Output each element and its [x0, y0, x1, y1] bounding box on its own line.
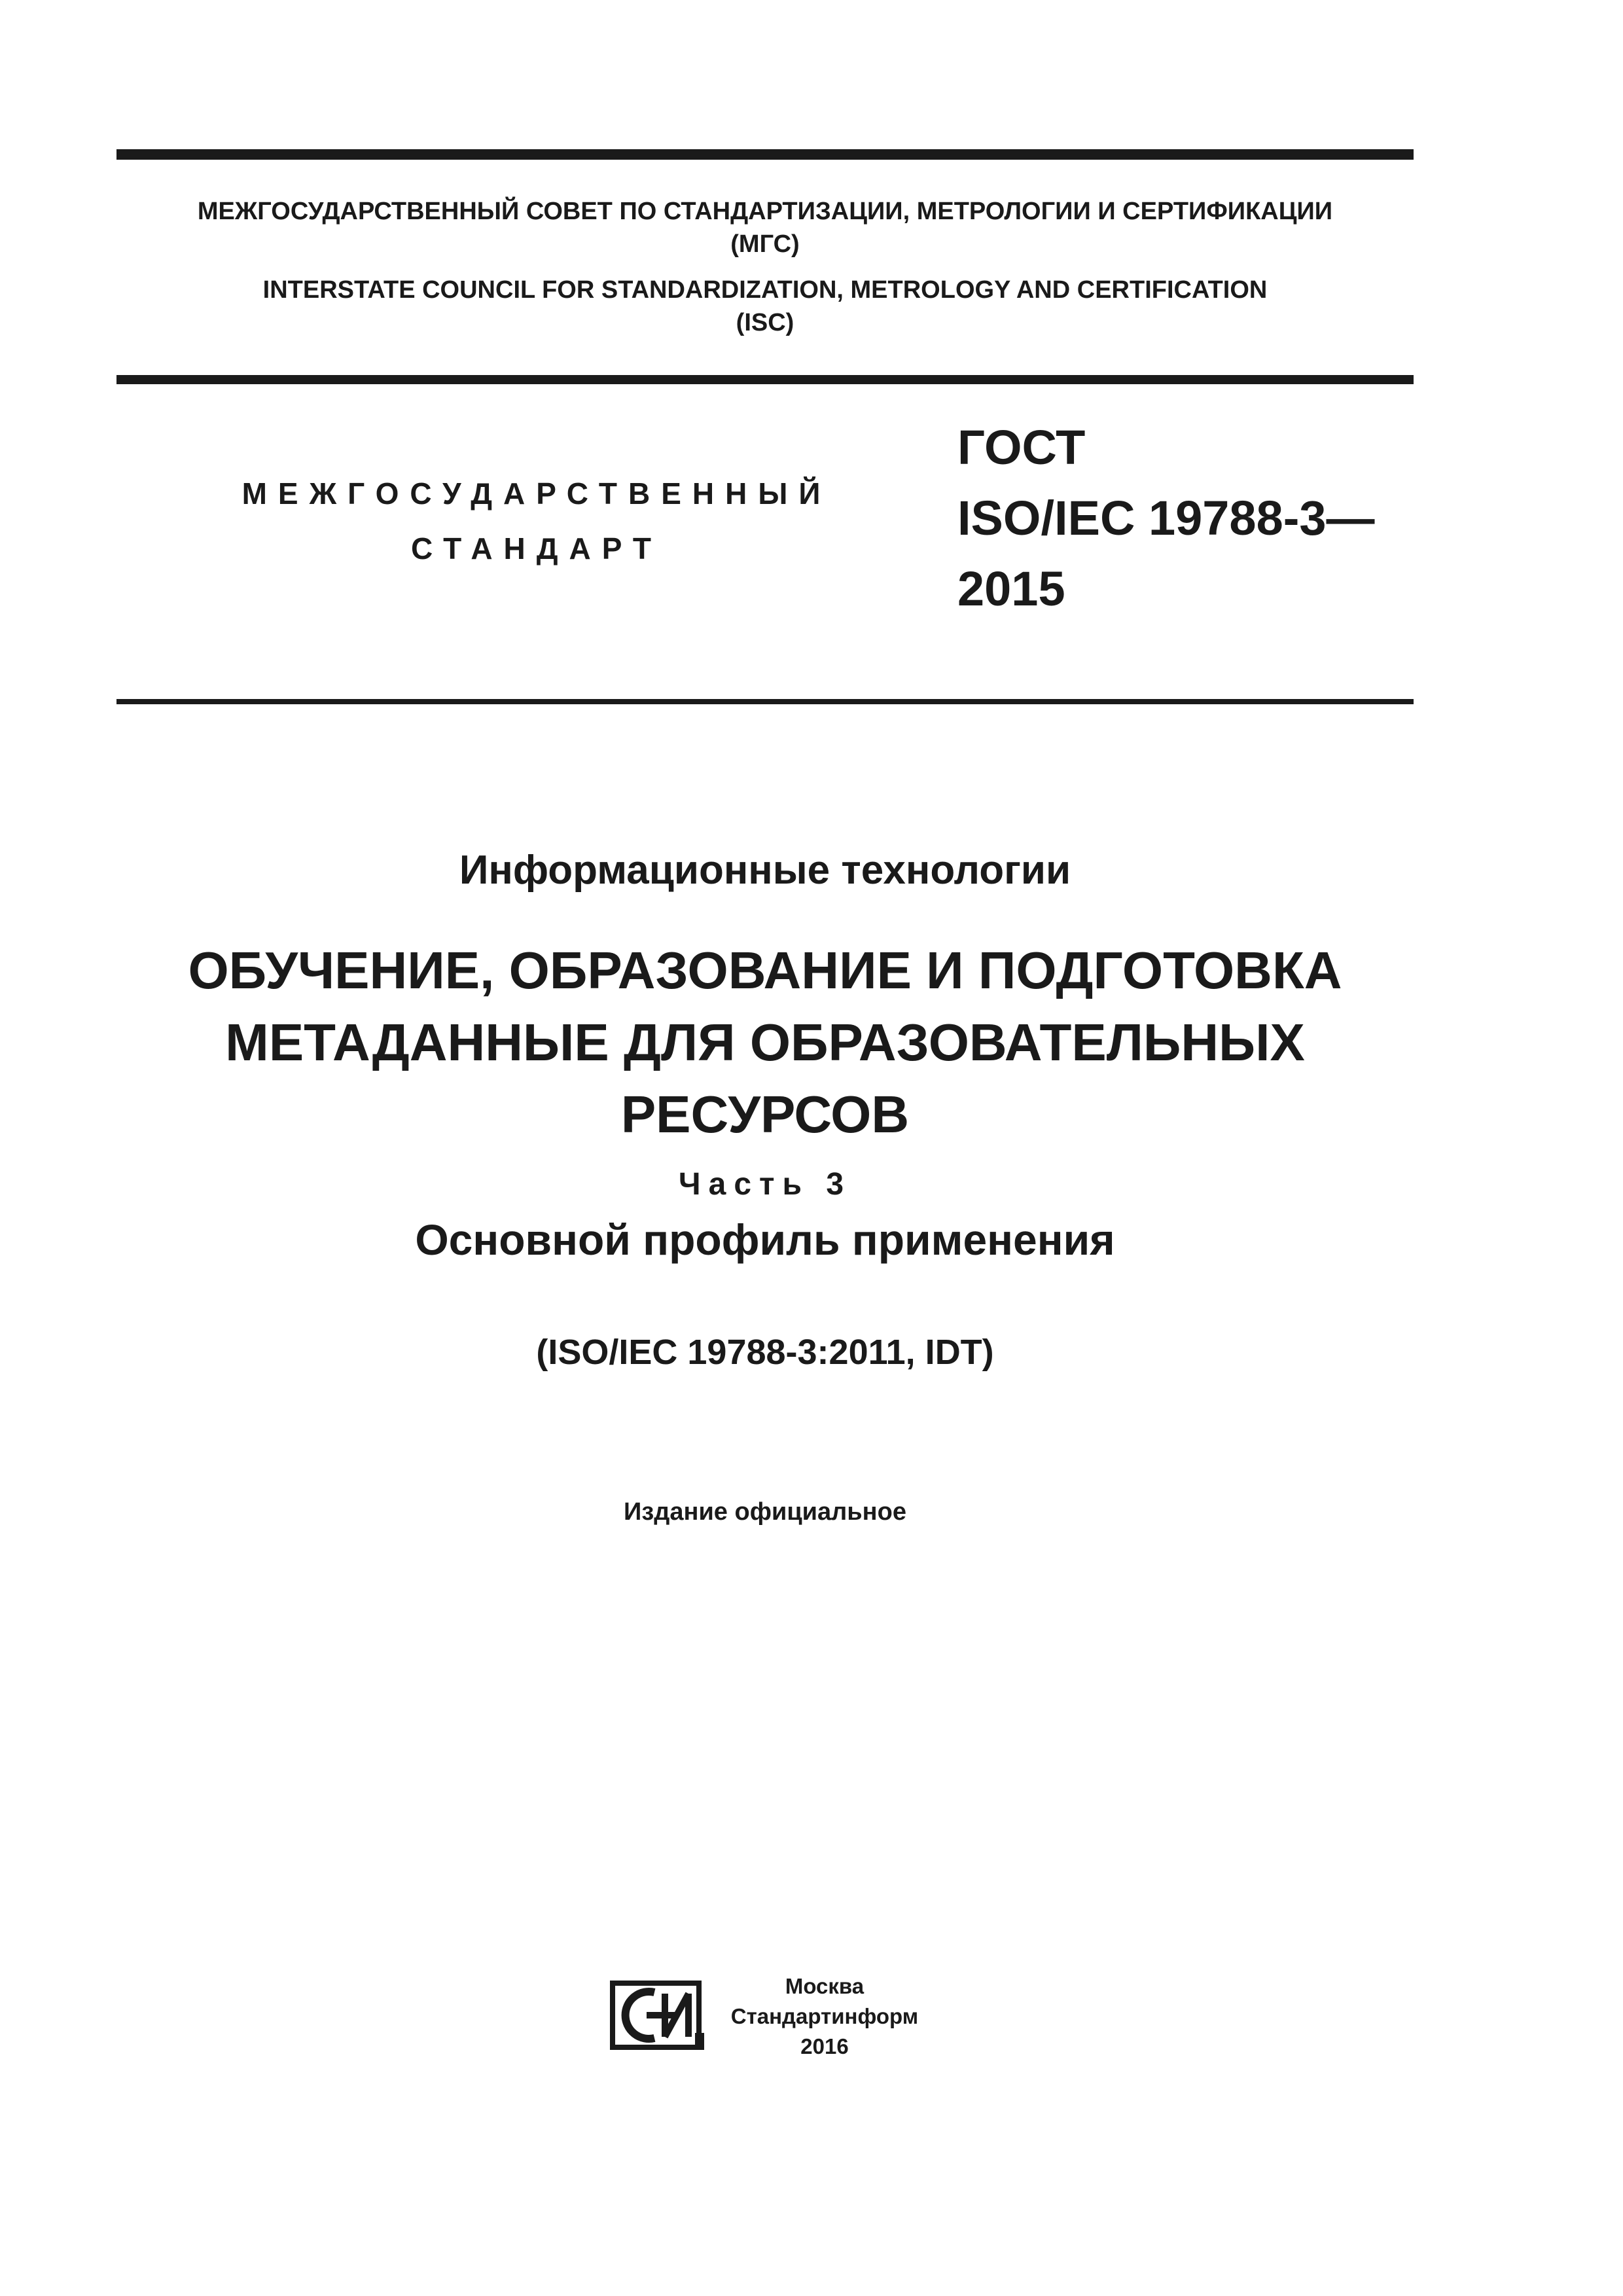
standartinform-logo: [609, 1978, 707, 2053]
top-rule: [116, 149, 1414, 160]
middle-rule: [116, 375, 1414, 384]
document-subject: Информационные технологии: [459, 848, 1071, 893]
standard-code-line2: ISO/IEC 19788-3—: [957, 491, 1375, 545]
international-reference: (ISO/IEC 19788-3:2011, IDT): [536, 1333, 994, 1372]
edition-note: Издание официальное: [624, 1498, 906, 1526]
document-title: [116, 935, 1414, 1151]
publisher-block: [726, 1971, 923, 2062]
council-name-en-line: INTERSTATE COUNCIL FOR STANDARDIZATION, METROLOGY AND CERTIFICATION: [262, 276, 1268, 304]
document-title-line2: МЕТАДАННЫЕ ДЛЯ ОБРАЗОВАТЕЛЬНЫХ: [225, 1013, 1305, 1071]
logo-tab: [695, 2033, 704, 2050]
document-title-line3: РЕСУРСОВ: [620, 1085, 910, 1143]
standard-kind-line1: МЕЖГОСУДАРСТВЕННЫЙ: [241, 476, 832, 511]
standard-code-line3: 2015: [957, 562, 1065, 616]
publication-year: 2016: [800, 2034, 849, 2058]
standard-kind: [236, 466, 838, 576]
council-name-ru-line: МЕЖГОСУДАРСТВЕННЫЙ СОВЕТ ПО СТАНДАРТИЗАЦИИ, МЕТРОЛОГИИ И СЕРТИФИКАЦИИ: [197, 198, 1333, 225]
publisher-city: Москва: [785, 1974, 865, 1998]
publisher-name: Стандартинформ: [730, 2004, 919, 2028]
council-abbr-ru: (МГС): [730, 230, 800, 258]
council-name-ru: [116, 195, 1414, 260]
standard-code: [957, 412, 1416, 624]
council-name-en: [116, 274, 1414, 339]
part-title: Основной профиль применения: [415, 1215, 1115, 1264]
bottom-rule: [116, 699, 1414, 704]
council-abbr-en: (ISC): [736, 309, 794, 336]
standard-kind-line2: СТАНДАРТ: [411, 531, 662, 565]
part-label: Часть 3: [678, 1167, 852, 1202]
standard-code-line1: ГОСТ: [957, 420, 1086, 475]
document-title-line1: ОБУЧЕНИЕ, ОБРАЗОВАНИЕ И ПОДГОТОВКА: [188, 941, 1342, 999]
